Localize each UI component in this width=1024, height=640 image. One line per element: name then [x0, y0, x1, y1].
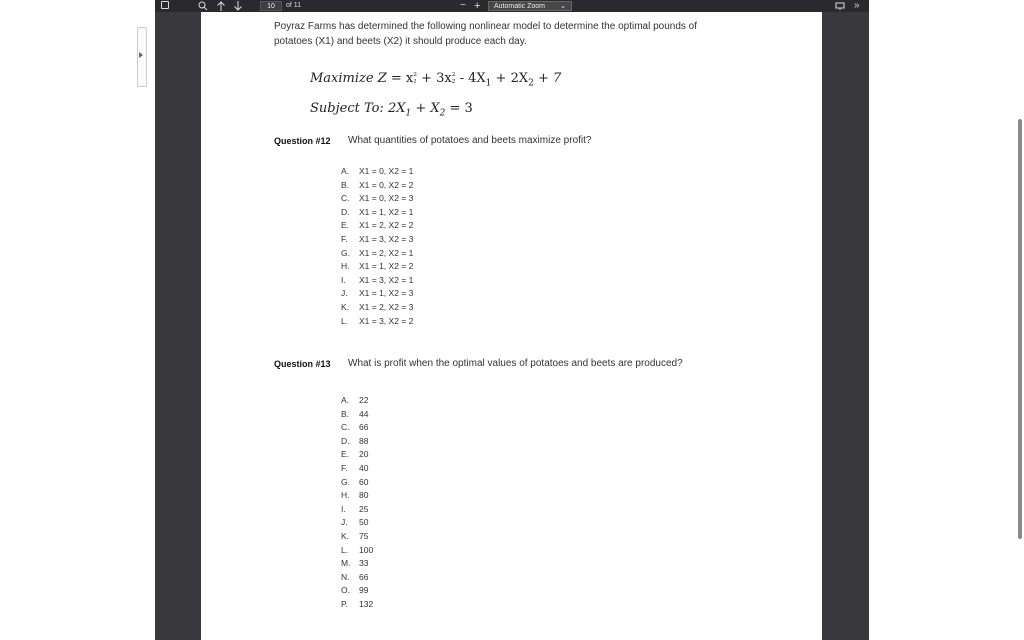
answer-option: [341, 435, 368, 448]
option-letter: H.: [341, 261, 350, 272]
zoom-out-button[interactable]: −: [460, 0, 466, 11]
option-letter: E.: [341, 220, 350, 231]
answer-option: [341, 165, 413, 178]
option-letter: I.: [341, 503, 346, 514]
option-text: X1 = 3, X2 = 3: [359, 234, 414, 244]
option-text: 33: [359, 558, 369, 569]
option-letter: F.: [341, 234, 348, 244]
zoom-in-button[interactable]: +: [474, 0, 481, 12]
option-text: X1 = 2, X2 = 3: [359, 302, 414, 312]
option-text: 100: [359, 544, 374, 555]
option-letter: G.: [341, 247, 350, 258]
option-letter: K.: [341, 302, 350, 312]
answer-option: [341, 233, 413, 246]
question-12-text: What quantities of potatoes and beets maximize profit?: [348, 135, 592, 146]
option-letter: G.: [341, 476, 350, 487]
option-text: X1 = 2, X2 = 2: [359, 220, 414, 231]
option-letter: C.: [341, 422, 350, 433]
option-text: X1 = 0, X2 = 1: [359, 166, 414, 176]
answer-option: [341, 448, 368, 461]
viewer-toolbar: [155, 0, 869, 12]
zoom-value: Automatic Zoom: [494, 3, 545, 10]
option-letter: J.: [341, 288, 348, 299]
question-12-label: Question #12: [274, 136, 331, 146]
pdf-viewer: [155, 0, 869, 640]
option-letter: D.: [341, 435, 350, 446]
sidebar-toggle-icon[interactable]: [161, 1, 169, 9]
expand-arrow-icon: [139, 52, 143, 58]
option-text: X1 = 3, X2 = 1: [359, 274, 414, 285]
answer-option: [341, 557, 368, 570]
constraint: Subject To: $2X_1 + X_2 = 3$: [310, 101, 473, 119]
answer-option: [341, 571, 368, 584]
option-letter: I.: [341, 274, 346, 285]
option-text: 44: [359, 408, 369, 419]
option-text: X1 = 0, X2 = 3: [359, 193, 414, 204]
option-text: 88: [359, 435, 369, 446]
option-text: 99: [359, 585, 369, 596]
objective-term-2: x 2 2: [444, 71, 456, 86]
answer-option: [341, 516, 368, 529]
next-page-icon[interactable]: [233, 0, 243, 12]
option-letter: A.: [341, 395, 350, 405]
option-text: X1 = 1, X2 = 2: [359, 261, 414, 272]
option-letter: C.: [341, 193, 350, 204]
answer-option: [341, 584, 368, 597]
objective-plus-3: + 3: [416, 71, 445, 86]
option-letter: A.: [341, 166, 350, 176]
answer-option: [341, 408, 368, 421]
option-text: X1 = 2, X2 = 1: [359, 247, 414, 258]
answer-option: [341, 274, 413, 287]
answer-option: [341, 219, 413, 232]
answer-option: [341, 260, 413, 273]
answer-option: [341, 489, 368, 502]
answer-option: [341, 476, 368, 489]
option-letter: K.: [341, 531, 350, 541]
option-letter: M.: [341, 558, 351, 569]
option-text: 60: [359, 476, 369, 487]
chevron-down-icon: ⌄: [560, 3, 566, 10]
option-text: 80: [359, 490, 369, 501]
answer-option: [341, 206, 413, 219]
more-tools-button[interactable]: »: [854, 0, 860, 11]
sidebar-collapse-tab[interactable]: [137, 27, 147, 87]
page-number-input[interactable]: 10: [260, 1, 282, 11]
pdf-page: [201, 12, 822, 640]
option-text: 66: [359, 571, 369, 582]
answer-option: [341, 421, 368, 434]
answer-option: [341, 192, 413, 205]
objective-linear-terms: - $4X_1 + 2X_2 + 7$: [455, 71, 562, 89]
option-letter: D.: [341, 206, 350, 217]
option-text: 40: [359, 463, 369, 473]
question-13-text: What is profit when the optimal values of potatoes and beets are produced?: [348, 358, 683, 369]
answer-option: [341, 530, 368, 543]
objective-term-1: x 2 1: [405, 71, 417, 86]
option-text: 66: [359, 422, 369, 433]
answer-option: [341, 503, 368, 516]
answer-option: [341, 598, 373, 611]
option-text: 20: [359, 449, 369, 460]
option-letter: J.: [341, 517, 348, 528]
intro-line-1: Poyraz Farms has determined the following nonlinear model to determine the optimal pounds of: [274, 21, 698, 32]
option-text: 25: [359, 503, 369, 514]
answer-option: [341, 287, 413, 300]
page-count: of 11: [286, 2, 302, 9]
objective-label: Maximize Z =: [310, 71, 402, 86]
answer-option: [341, 247, 413, 260]
option-text: X1 = 0, X2 = 2: [359, 179, 414, 190]
answer-option: [341, 394, 368, 407]
answer-option: [341, 462, 368, 475]
search-icon[interactable]: [198, 0, 208, 12]
option-text: X1 = 3, X2 = 2: [359, 315, 414, 326]
option-text: 75: [359, 531, 369, 541]
previous-page-icon[interactable]: [216, 0, 226, 12]
zoom-select[interactable]: [488, 1, 572, 11]
option-letter: P.: [341, 599, 348, 609]
option-letter: B.: [341, 408, 350, 419]
option-text: 22: [359, 395, 369, 405]
option-letter: O.: [341, 585, 350, 596]
option-letter: L.: [341, 544, 349, 555]
answer-option: [341, 315, 413, 328]
presentation-mode-icon[interactable]: [835, 0, 845, 12]
option-text: X1 = 1, X2 = 1: [359, 206, 414, 217]
answer-option: [341, 179, 413, 192]
answer-option: [341, 301, 413, 314]
option-text: 50: [359, 517, 369, 528]
intro-line-2: potatoes (X1) and beets (X2) it should produce each day.: [274, 36, 527, 47]
objective-function: [310, 71, 561, 89]
option-text: X1 = 1, X2 = 3: [359, 288, 414, 299]
option-letter: N.: [341, 571, 350, 582]
scrollbar[interactable]: [1018, 119, 1022, 539]
answer-option: [341, 544, 373, 557]
option-letter: H.: [341, 490, 350, 501]
option-letter: E.: [341, 449, 350, 460]
option-letter: L.: [341, 315, 349, 326]
question-13-label: Question #13: [274, 359, 331, 369]
option-letter: B.: [341, 179, 350, 190]
option-text: 132: [359, 599, 374, 609]
option-letter: F.: [341, 463, 348, 473]
